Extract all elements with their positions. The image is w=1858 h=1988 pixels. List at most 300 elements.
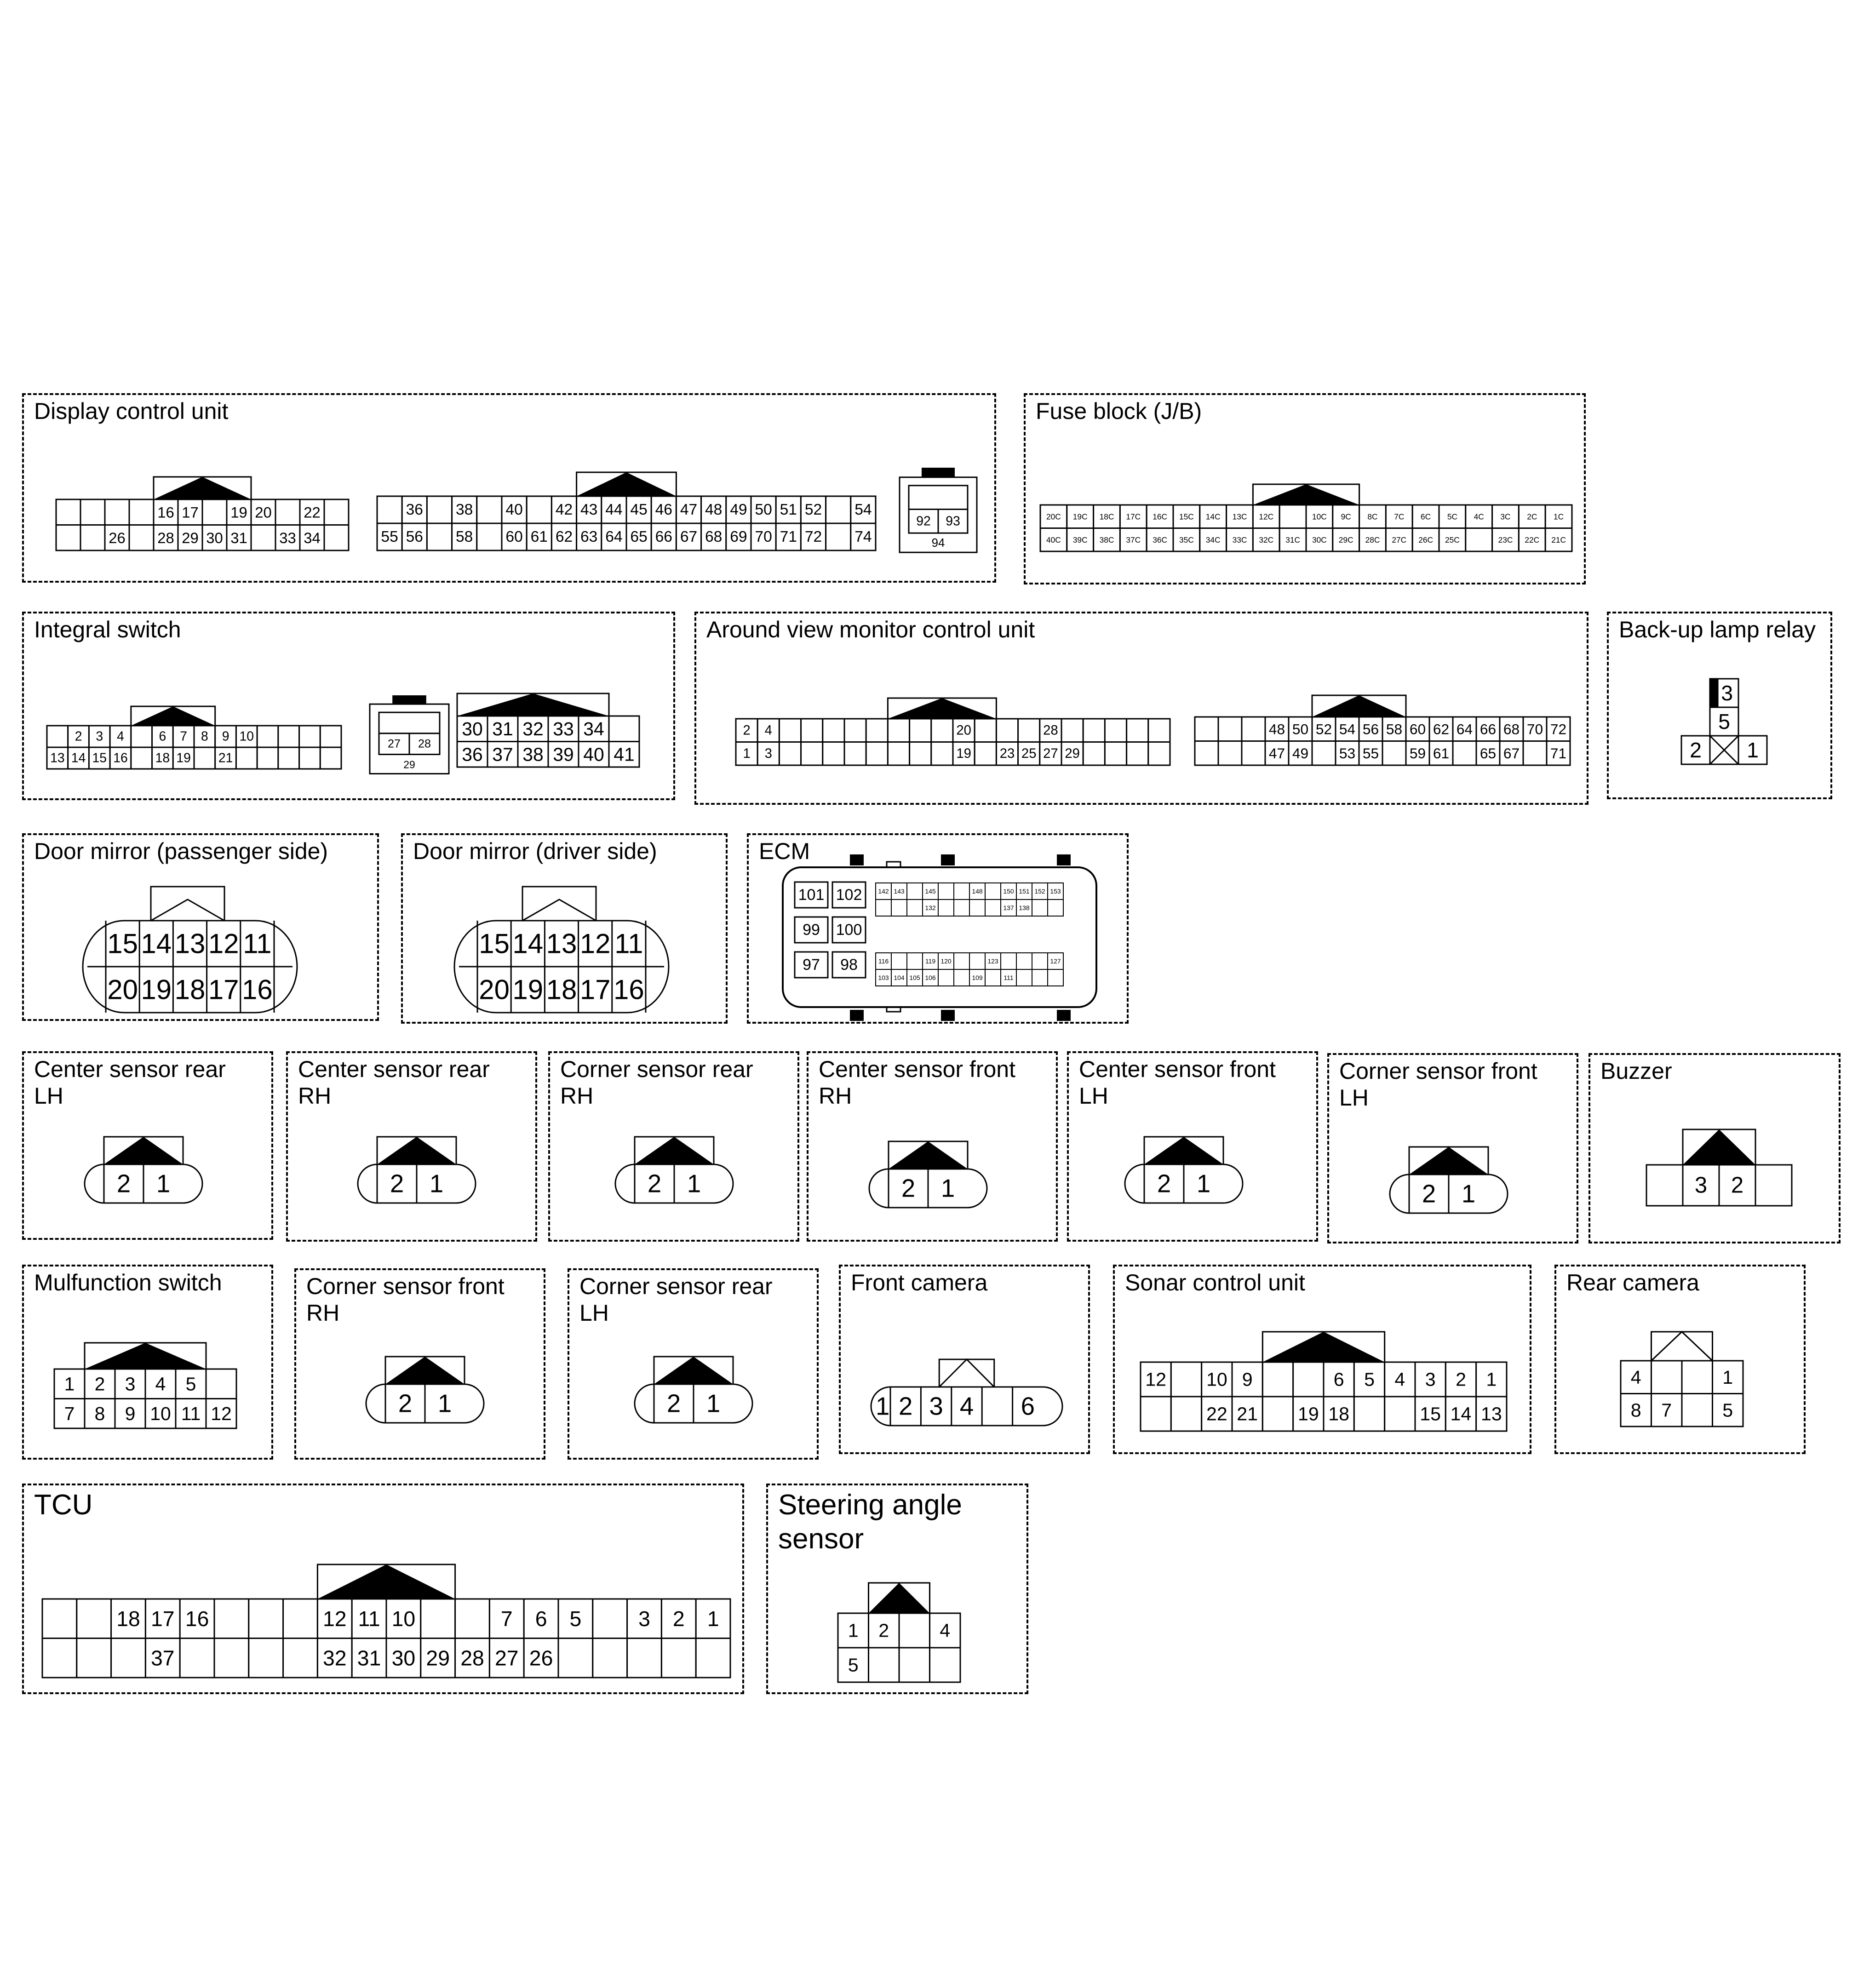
panel-door-mirror-driver (401, 833, 728, 1024)
pin-cell (283, 1599, 318, 1639)
panel-title: Fuse block (J/B) (1036, 398, 1202, 424)
pin-cell (996, 719, 1018, 742)
connector-door-mirror-passenger (82, 886, 298, 1014)
pin-label: 1 (1486, 1369, 1497, 1390)
pin-cell (131, 726, 152, 747)
pin-label: 4C (1474, 512, 1484, 521)
pin-cell (1682, 1394, 1713, 1427)
pin-label: 4 (940, 1620, 951, 1641)
pin-cell (969, 899, 985, 916)
pin-cell (527, 496, 551, 523)
pin-cell (1148, 742, 1170, 766)
pin-cell (1218, 741, 1242, 766)
pin-label: 54 (1339, 721, 1356, 738)
connector-back-up-lamp-relay (1659, 678, 1783, 770)
pin-label: 28 (460, 1646, 484, 1670)
pin-cell (1682, 1361, 1713, 1394)
pin-label: 26 (109, 529, 126, 546)
pin-cell (299, 747, 321, 769)
pin-cell (80, 499, 105, 525)
pin-cell (801, 742, 823, 766)
pin-label: 36 (406, 501, 423, 518)
pin-cell (1382, 741, 1406, 766)
pin-label: 74 (854, 528, 872, 545)
pin-label: 64 (1456, 721, 1473, 738)
pin-label: 29 (426, 1646, 450, 1670)
pin-label: 132 (925, 904, 936, 911)
pin-cell (1523, 741, 1547, 766)
pin-label: 7 (500, 1606, 513, 1631)
pin-label: 10C (1312, 512, 1327, 521)
pin-cell (1148, 719, 1170, 742)
panel-steering-angle-sensor (766, 1484, 1028, 1694)
pin-label: 6C (1421, 512, 1431, 521)
pin-cell (593, 1599, 627, 1639)
panel-fuse-block (1024, 393, 1586, 584)
pin-cell (129, 499, 154, 525)
pin-cell (801, 719, 823, 742)
pin-label: 1 (1722, 1366, 1733, 1388)
pin-label: 101 (798, 886, 825, 904)
pin-label: 1 (743, 746, 751, 761)
pin-label: 142 (878, 888, 889, 895)
pin-cell (1083, 719, 1105, 742)
connector-display-control-unit (55, 476, 350, 551)
panel-title: Rear camera (1566, 1270, 1699, 1295)
panel-title: Door mirror (driver side) (413, 838, 657, 864)
panel-title: Integral switch (34, 617, 181, 642)
connector-corner-sensor-rear-lh (634, 1356, 753, 1425)
pin-label: 3 (1694, 1173, 1708, 1198)
pin-label: 38 (522, 744, 544, 765)
pin-label: 22C (1525, 535, 1540, 544)
pin-label: 8 (94, 1403, 105, 1424)
pin-label: 40C (1046, 535, 1061, 544)
pin-cell (42, 1639, 77, 1678)
pin-cell (930, 1648, 961, 1682)
pin-cell (1016, 953, 1032, 969)
pin-label: 27C (1392, 535, 1407, 544)
pin-label: 2 (398, 1389, 413, 1418)
panel-title: Front camera (851, 1270, 988, 1295)
pin-label: 65 (630, 528, 648, 545)
pin-cell (1646, 1165, 1683, 1206)
pin-label: 2C (1527, 512, 1537, 521)
pin-label: 14 (141, 928, 172, 959)
pin-label: 120 (940, 957, 952, 965)
pin-label: 25C (1445, 535, 1460, 544)
pin-label: 7 (64, 1403, 75, 1424)
panel-title: Center sensor rear LH (34, 1056, 226, 1109)
panel-title: Corner sensor rear RH (560, 1056, 753, 1109)
pin-cell (558, 1639, 593, 1678)
pin-cell (324, 525, 349, 551)
pin-label: 6 (159, 729, 166, 744)
pin-label: 111 (1004, 974, 1014, 981)
pin-cell (257, 726, 278, 747)
pin-cell (954, 969, 969, 986)
pin-label: 150 (1003, 888, 1014, 895)
pin-label: 30 (391, 1646, 416, 1670)
pin-label: 6 (1333, 1369, 1344, 1390)
pin-cell (1016, 969, 1032, 986)
mount-tab (1057, 1010, 1071, 1021)
connector-lock-tab (1652, 1332, 1713, 1361)
pin-label: 116 (878, 957, 889, 965)
pin-label: 18C (1099, 512, 1114, 521)
pin-cell (1048, 899, 1063, 916)
pin-label: 49 (730, 501, 747, 518)
connector-fuse-block (1039, 483, 1573, 552)
mount-tab (941, 854, 955, 865)
connector-lock-tab (522, 887, 596, 922)
pin-cell (609, 716, 639, 742)
pin-cell (910, 719, 931, 742)
pin-label: 20 (107, 974, 138, 1005)
pin-label: 1 (687, 1169, 701, 1198)
pin-cell (1312, 741, 1336, 766)
pin-label: 20 (479, 974, 510, 1005)
pin-label: 3 (638, 1606, 650, 1631)
pin-label: 56 (1362, 721, 1379, 738)
pin-label: 17 (208, 974, 239, 1005)
pin-label: 22 (1206, 1403, 1227, 1425)
pin-cell (299, 726, 321, 747)
pin-label: 31 (492, 718, 513, 739)
pin-cell (1755, 1165, 1792, 1206)
pin-label: 1 (848, 1620, 859, 1641)
pin-cell (1141, 1397, 1171, 1431)
panel-title: Steering angle sensor (778, 1489, 962, 1555)
pin-label: 152 (1034, 888, 1045, 895)
pin-label: 19 (512, 974, 544, 1005)
pin-label: 18 (546, 974, 577, 1005)
pin-label: 2 (94, 1373, 105, 1395)
pin-label: 1 (1196, 1169, 1211, 1198)
pin-label: 71 (1550, 745, 1567, 762)
pin-label: 32 (323, 1646, 347, 1670)
mount-tab (850, 854, 864, 865)
pin-label: 3 (96, 729, 103, 744)
pin-label: 15 (92, 751, 107, 766)
pin-label: 49 (1292, 745, 1309, 762)
pin-label: 25 (1021, 746, 1037, 761)
connector-around-view-monitor-control-unit (1194, 694, 1571, 766)
pin-label: 18 (174, 974, 206, 1005)
pin-label: 8 (201, 729, 208, 744)
pin-label: 106 (925, 974, 936, 981)
pin-label: 10 (391, 1606, 416, 1631)
pin-cell (1171, 1397, 1201, 1431)
pin-label: 30 (462, 718, 483, 739)
pin-cell (938, 969, 954, 986)
pin-cell (1385, 1397, 1415, 1431)
pin-label: 30C (1312, 535, 1327, 544)
connector-lock-tab (939, 1359, 994, 1387)
pin-label: 7C (1394, 512, 1405, 521)
pin-label: 2 (899, 1392, 913, 1421)
pin-cell (1127, 742, 1148, 766)
pin-label: 93 (946, 514, 960, 529)
connector-sonar-control-unit (1140, 1331, 1508, 1432)
connector-rear-camera (1620, 1331, 1744, 1427)
pin-cell (56, 499, 80, 525)
pin-cell (214, 1639, 249, 1678)
pin-label: 28 (1043, 723, 1058, 738)
panel-integral-switch (22, 612, 675, 800)
pin-cell (206, 1369, 236, 1399)
pin-label: 2 (1456, 1369, 1466, 1390)
pin-label: 137 (1003, 904, 1014, 911)
panel-corner-sensor-rear-lh (568, 1268, 819, 1460)
pin-cell (283, 1639, 318, 1678)
pin-cell (249, 1599, 283, 1639)
pin-cell (696, 1639, 730, 1678)
pin-label: 21 (218, 751, 233, 766)
pin-label: 20 (956, 723, 971, 738)
pin-cell (275, 499, 300, 525)
pin-label: 33C (1232, 535, 1247, 544)
pin-label: 16 (113, 751, 128, 766)
pin-label: 32C (1259, 535, 1274, 544)
pin-cell (379, 712, 440, 733)
pin-label: 98 (840, 956, 858, 974)
pin-label: 47 (1268, 745, 1285, 762)
pin-label: 11 (243, 928, 272, 959)
pin-label: 34C (1205, 535, 1221, 544)
pin-cell (427, 496, 452, 523)
pin-label: 145 (925, 888, 936, 895)
pin-label: 9 (1242, 1369, 1253, 1390)
pin-label: 12 (208, 928, 239, 959)
pin-label: 5 (185, 1373, 196, 1395)
pin-label: 22 (304, 504, 321, 521)
pin-cell (80, 525, 105, 551)
pin-cell (278, 747, 299, 769)
pin-cell (77, 1639, 111, 1678)
pin-label: 1 (706, 1389, 721, 1418)
pin-cell (377, 496, 402, 523)
pin-cell (1171, 1362, 1201, 1397)
panel-title: Corner sensor front RH (306, 1273, 505, 1326)
pin-label: 9 (125, 1403, 136, 1424)
pin-label: 45 (630, 501, 648, 518)
pin-label: 16 (185, 1606, 209, 1631)
pin-label: 70 (755, 528, 772, 545)
pin-label: 56 (406, 528, 423, 545)
pin-cell (1105, 719, 1126, 742)
panel-title: Center sensor front RH (819, 1056, 1015, 1109)
pin-label: 4 (764, 723, 772, 738)
pin-label: 104 (894, 974, 905, 981)
connector-lock-tab (151, 887, 224, 922)
connector-display-control-unit (376, 471, 877, 551)
pin-cell (888, 719, 909, 742)
pin-label: 15 (107, 928, 138, 959)
panel-corner-sensor-rear-rh (548, 1051, 799, 1242)
pin-label: 71 (780, 528, 797, 545)
pin-cell (938, 883, 954, 899)
pin-cell (823, 719, 844, 742)
pin-label: 1 (1747, 738, 1759, 762)
pin-cell (77, 1599, 111, 1639)
pin-label: 37 (492, 744, 513, 765)
pin-label: 16 (614, 974, 644, 1005)
pin-label: 26C (1418, 535, 1433, 544)
pin-cell (866, 719, 888, 742)
pin-cell (427, 523, 452, 550)
pin-cell (56, 525, 80, 551)
panel-corner-sensor-front-rh (294, 1268, 545, 1460)
pin-label: 27 (388, 737, 401, 751)
pin-label: 50 (755, 501, 772, 518)
pin-label: 92 (916, 514, 931, 529)
pin-label: 37C (1126, 535, 1141, 544)
pin-label: 31 (230, 529, 247, 546)
connector-steering-angle-sensor (837, 1582, 961, 1683)
pin-label: 26 (529, 1646, 553, 1670)
pin-label: 23 (999, 746, 1015, 761)
pin-label: 4 (1630, 1366, 1641, 1388)
pin-label: 19 (956, 746, 971, 761)
pin-label: 17 (182, 504, 199, 521)
connector-integral-switch (46, 705, 342, 770)
pin-cell (1279, 505, 1306, 528)
pin-label: 2 (647, 1169, 662, 1198)
panel-rear-camera (1554, 1265, 1806, 1454)
pin-label: 12C (1259, 512, 1274, 521)
pin-label: 12 (1145, 1369, 1167, 1390)
pin-label: 34 (583, 718, 604, 739)
pin-label: 94 (931, 537, 945, 550)
pin-label: 5 (569, 1606, 582, 1631)
pin-label: 97 (803, 956, 820, 974)
pin-cell (1001, 953, 1016, 969)
pin-cell (844, 742, 866, 766)
pin-label: 52 (1315, 721, 1332, 738)
pin-label: 28C (1365, 535, 1380, 544)
pin-label: 69 (730, 528, 747, 545)
pin-label: 72 (1550, 721, 1567, 738)
pin-cell (320, 726, 341, 747)
pin-label: 8C (1367, 512, 1378, 521)
mount-tab (1057, 854, 1071, 865)
pin-label: 5 (1722, 1399, 1733, 1421)
pin-label: 10 (1206, 1369, 1227, 1390)
connector-corner-sensor-front-rh (365, 1356, 485, 1425)
pin-label: 138 (1019, 904, 1030, 911)
pin-label: 52 (804, 501, 822, 518)
pin-label: 27 (1043, 746, 1058, 761)
pin-cell (1195, 741, 1218, 766)
pin-label: 1 (437, 1389, 452, 1418)
pin-label: 5 (848, 1654, 859, 1676)
pin-cell (111, 1639, 146, 1678)
pin-label: 33 (553, 718, 574, 739)
pin-cell (477, 496, 502, 523)
pin-cell (975, 742, 996, 766)
pin-label: 29 (403, 758, 415, 771)
pin-cell (891, 953, 907, 969)
pin-label: 143 (894, 888, 905, 895)
panel-sonar-control-unit (1113, 1265, 1531, 1454)
pin-cell (779, 719, 801, 742)
pin-cell (1293, 1362, 1324, 1397)
pin-label: 36 (462, 744, 483, 765)
pin-label: 51 (780, 501, 797, 518)
pin-label: 55 (1362, 745, 1379, 762)
pin-cell (1032, 899, 1048, 916)
pin-cell (938, 899, 954, 916)
pin-label: 68 (1503, 721, 1520, 738)
pin-cell (214, 1599, 249, 1639)
pin-cell (844, 719, 866, 742)
pin-label: 153 (1050, 888, 1061, 895)
panel-door-mirror-passenger (22, 833, 379, 1021)
pin-cell (1354, 1397, 1384, 1431)
pin-label: 31C (1285, 535, 1300, 544)
pin-label: 5 (1364, 1369, 1375, 1390)
pin-label: 2 (1731, 1173, 1744, 1198)
pin-cell (1048, 969, 1063, 986)
pin-label: 28 (157, 529, 174, 546)
pin-label: 17C (1126, 512, 1141, 521)
pin-label: 1 (1461, 1180, 1476, 1208)
pin-cell (907, 883, 923, 899)
panel-title: ECM (759, 838, 810, 864)
pin-label: 2 (75, 729, 82, 744)
pin-label: 48 (705, 501, 723, 518)
pin-cell (455, 1599, 490, 1639)
pin-cell (249, 1639, 283, 1678)
pin-label: 15 (479, 928, 510, 959)
pin-label: 18 (155, 751, 170, 766)
pin-cell (324, 499, 349, 525)
pin-cell (180, 1639, 214, 1678)
pin-label: 2 (390, 1169, 404, 1198)
pin-label: 36C (1153, 535, 1167, 544)
pin-label: 44 (605, 501, 623, 518)
pin-label: 2 (743, 723, 751, 738)
mount-tab (941, 1010, 955, 1021)
pin-cell (931, 742, 953, 766)
pin-cell (1466, 528, 1492, 552)
pin-cell (129, 525, 154, 551)
pin-label: 3 (1425, 1369, 1436, 1390)
pin-cell (661, 1639, 696, 1678)
connector-door-mirror-driver (453, 886, 670, 1014)
pin-label: 65 (1480, 745, 1497, 762)
pin-cell (421, 1599, 455, 1639)
pin-label: 39C (1072, 535, 1088, 544)
pin-cell (899, 1613, 930, 1648)
pin-label: 1 (156, 1169, 171, 1198)
pin-cell (907, 899, 923, 916)
pin-cell (1453, 741, 1476, 766)
pin-cell (257, 747, 278, 769)
pin-cell (278, 726, 299, 747)
connector-around-view-monitor-control-unit (735, 697, 1171, 766)
pin-label: 6 (1021, 1392, 1035, 1421)
pin-label: 6 (535, 1606, 547, 1631)
pin-label: 46 (655, 501, 672, 518)
pin-label: 123 (987, 957, 998, 965)
panel-back-up-lamp-relay (1607, 612, 1832, 799)
panel-mulfunction-switch (22, 1265, 273, 1460)
pin-label: 20 (255, 504, 272, 521)
pin-label: 11 (358, 1606, 380, 1631)
pin-label: 40 (505, 501, 523, 518)
